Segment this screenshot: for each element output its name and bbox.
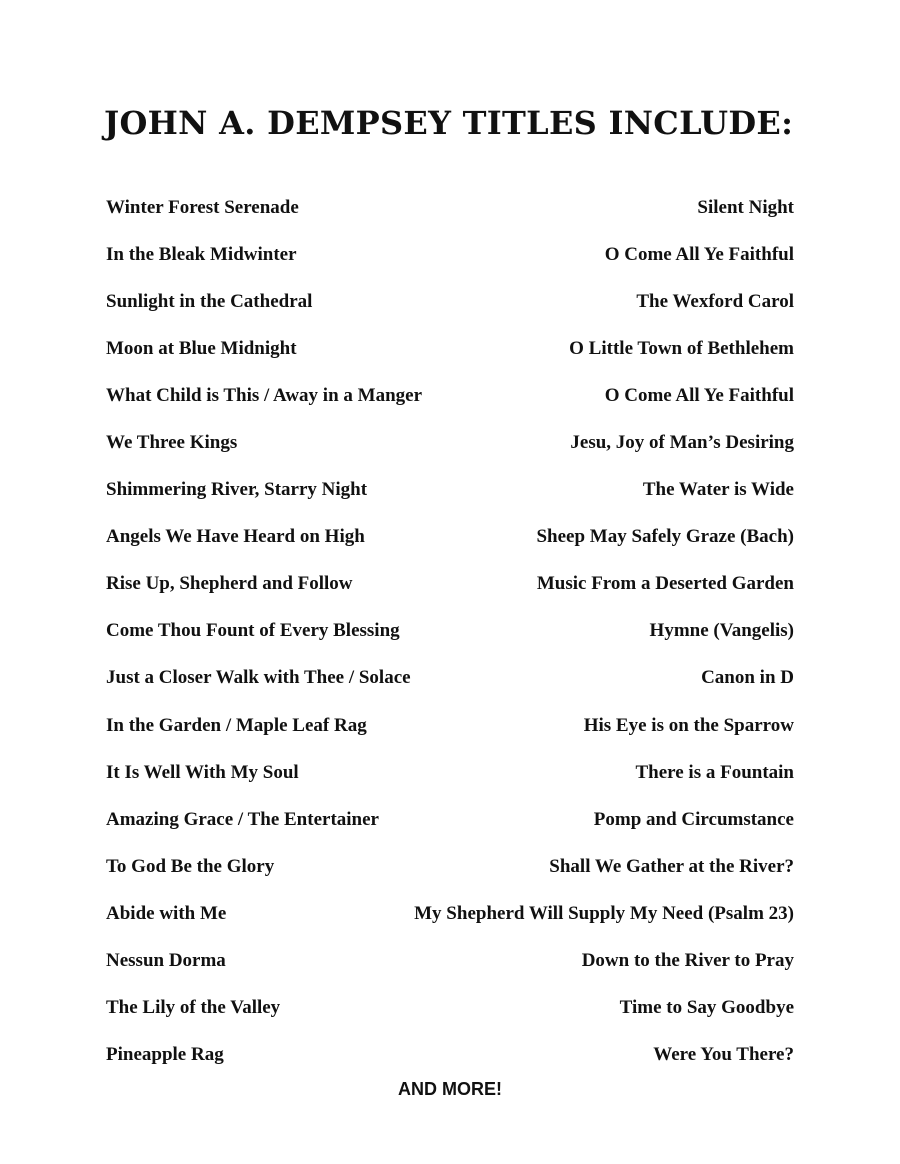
list-item	[106, 655, 794, 702]
list-item	[106, 702, 794, 749]
title-right: The Water is Wide	[642, 479, 794, 501]
title-right: Pomp and Circumstance	[593, 808, 794, 830]
title-right: Canon in D	[701, 667, 794, 689]
title-left: Moon at Blue Midnight	[106, 337, 297, 359]
title-right: Shall We Gather at the River?	[549, 855, 794, 877]
title-left: We Three Kings	[106, 432, 238, 454]
list-item	[106, 231, 794, 278]
title-left: To God Be the Glory	[106, 855, 275, 877]
title-right: Jesu, Joy of Man’s Desiring	[570, 432, 794, 454]
title-right: My Shepherd Will Supply My Need (Psalm 23)	[414, 902, 794, 924]
title-left: Just a Closer Walk with Thee / Solace	[106, 667, 411, 689]
title-right: There is a Fountain	[635, 761, 794, 783]
title-left: Come Thou Fount of Every Blessing	[106, 620, 400, 642]
title-right: Music From a Deserted Garden	[536, 573, 794, 595]
title-left: Angels We Have Heard on High	[106, 526, 365, 548]
list-item	[106, 938, 794, 985]
list-item	[106, 184, 794, 231]
title-right: O Come All Ye Faithful	[604, 384, 794, 406]
list-item	[106, 419, 794, 466]
title-left: What Child is This / Away in a Manger	[106, 384, 423, 406]
title-right: Hymne (Vangelis)	[649, 620, 794, 642]
list-item	[106, 843, 794, 890]
title-right: Down to the River to Pray	[581, 950, 794, 972]
list-item	[106, 514, 794, 561]
list-item	[106, 985, 794, 1032]
list-item	[106, 561, 794, 608]
titles-list	[106, 184, 794, 1079]
list-item	[106, 278, 794, 325]
title-right: Were You There?	[653, 1044, 794, 1066]
title-left: Sunlight in the Cathedral	[106, 290, 313, 312]
title-right: Time to Say Goodbye	[619, 997, 794, 1019]
list-item	[106, 749, 794, 796]
title-left: Nessun Dorma	[106, 950, 226, 972]
title-right: Silent Night	[697, 196, 794, 218]
list-item	[106, 372, 794, 419]
title-left: Abide with Me	[106, 902, 227, 924]
title-left: Pineapple Rag	[106, 1044, 224, 1066]
title-right: Sheep May Safely Graze (Bach)	[536, 526, 794, 548]
title-left: It Is Well With My Soul	[106, 761, 299, 783]
title-left: Rise Up, Shepherd and Follow	[106, 573, 353, 595]
list-item	[106, 890, 794, 937]
title-left: Amazing Grace / The Entertainer	[106, 808, 379, 830]
title-right: O Little Town of Bethlehem	[569, 337, 794, 359]
title-right: The Wexford Carol	[636, 290, 794, 312]
title-right: O Come All Ye Faithful	[604, 243, 794, 265]
title-left: The Lily of the Valley	[106, 997, 281, 1019]
title-right: His Eye is on the Sparrow	[583, 714, 794, 736]
title-left: Shimmering River, Starry Night	[106, 479, 368, 501]
list-item	[106, 467, 794, 514]
list-item	[106, 325, 794, 372]
title-left: In the Garden / Maple Leaf Rag	[106, 714, 367, 736]
list-item	[106, 1032, 794, 1079]
page-title: JOHN A. DEMPSEY TITLES INCLUDE:	[104, 104, 794, 142]
list-item	[106, 796, 794, 843]
list-item	[106, 608, 794, 655]
title-left: Winter Forest Serenade	[106, 196, 299, 218]
and-more-note: AND MORE!	[398, 1079, 502, 1099]
title-left: In the Bleak Midwinter	[106, 243, 297, 265]
